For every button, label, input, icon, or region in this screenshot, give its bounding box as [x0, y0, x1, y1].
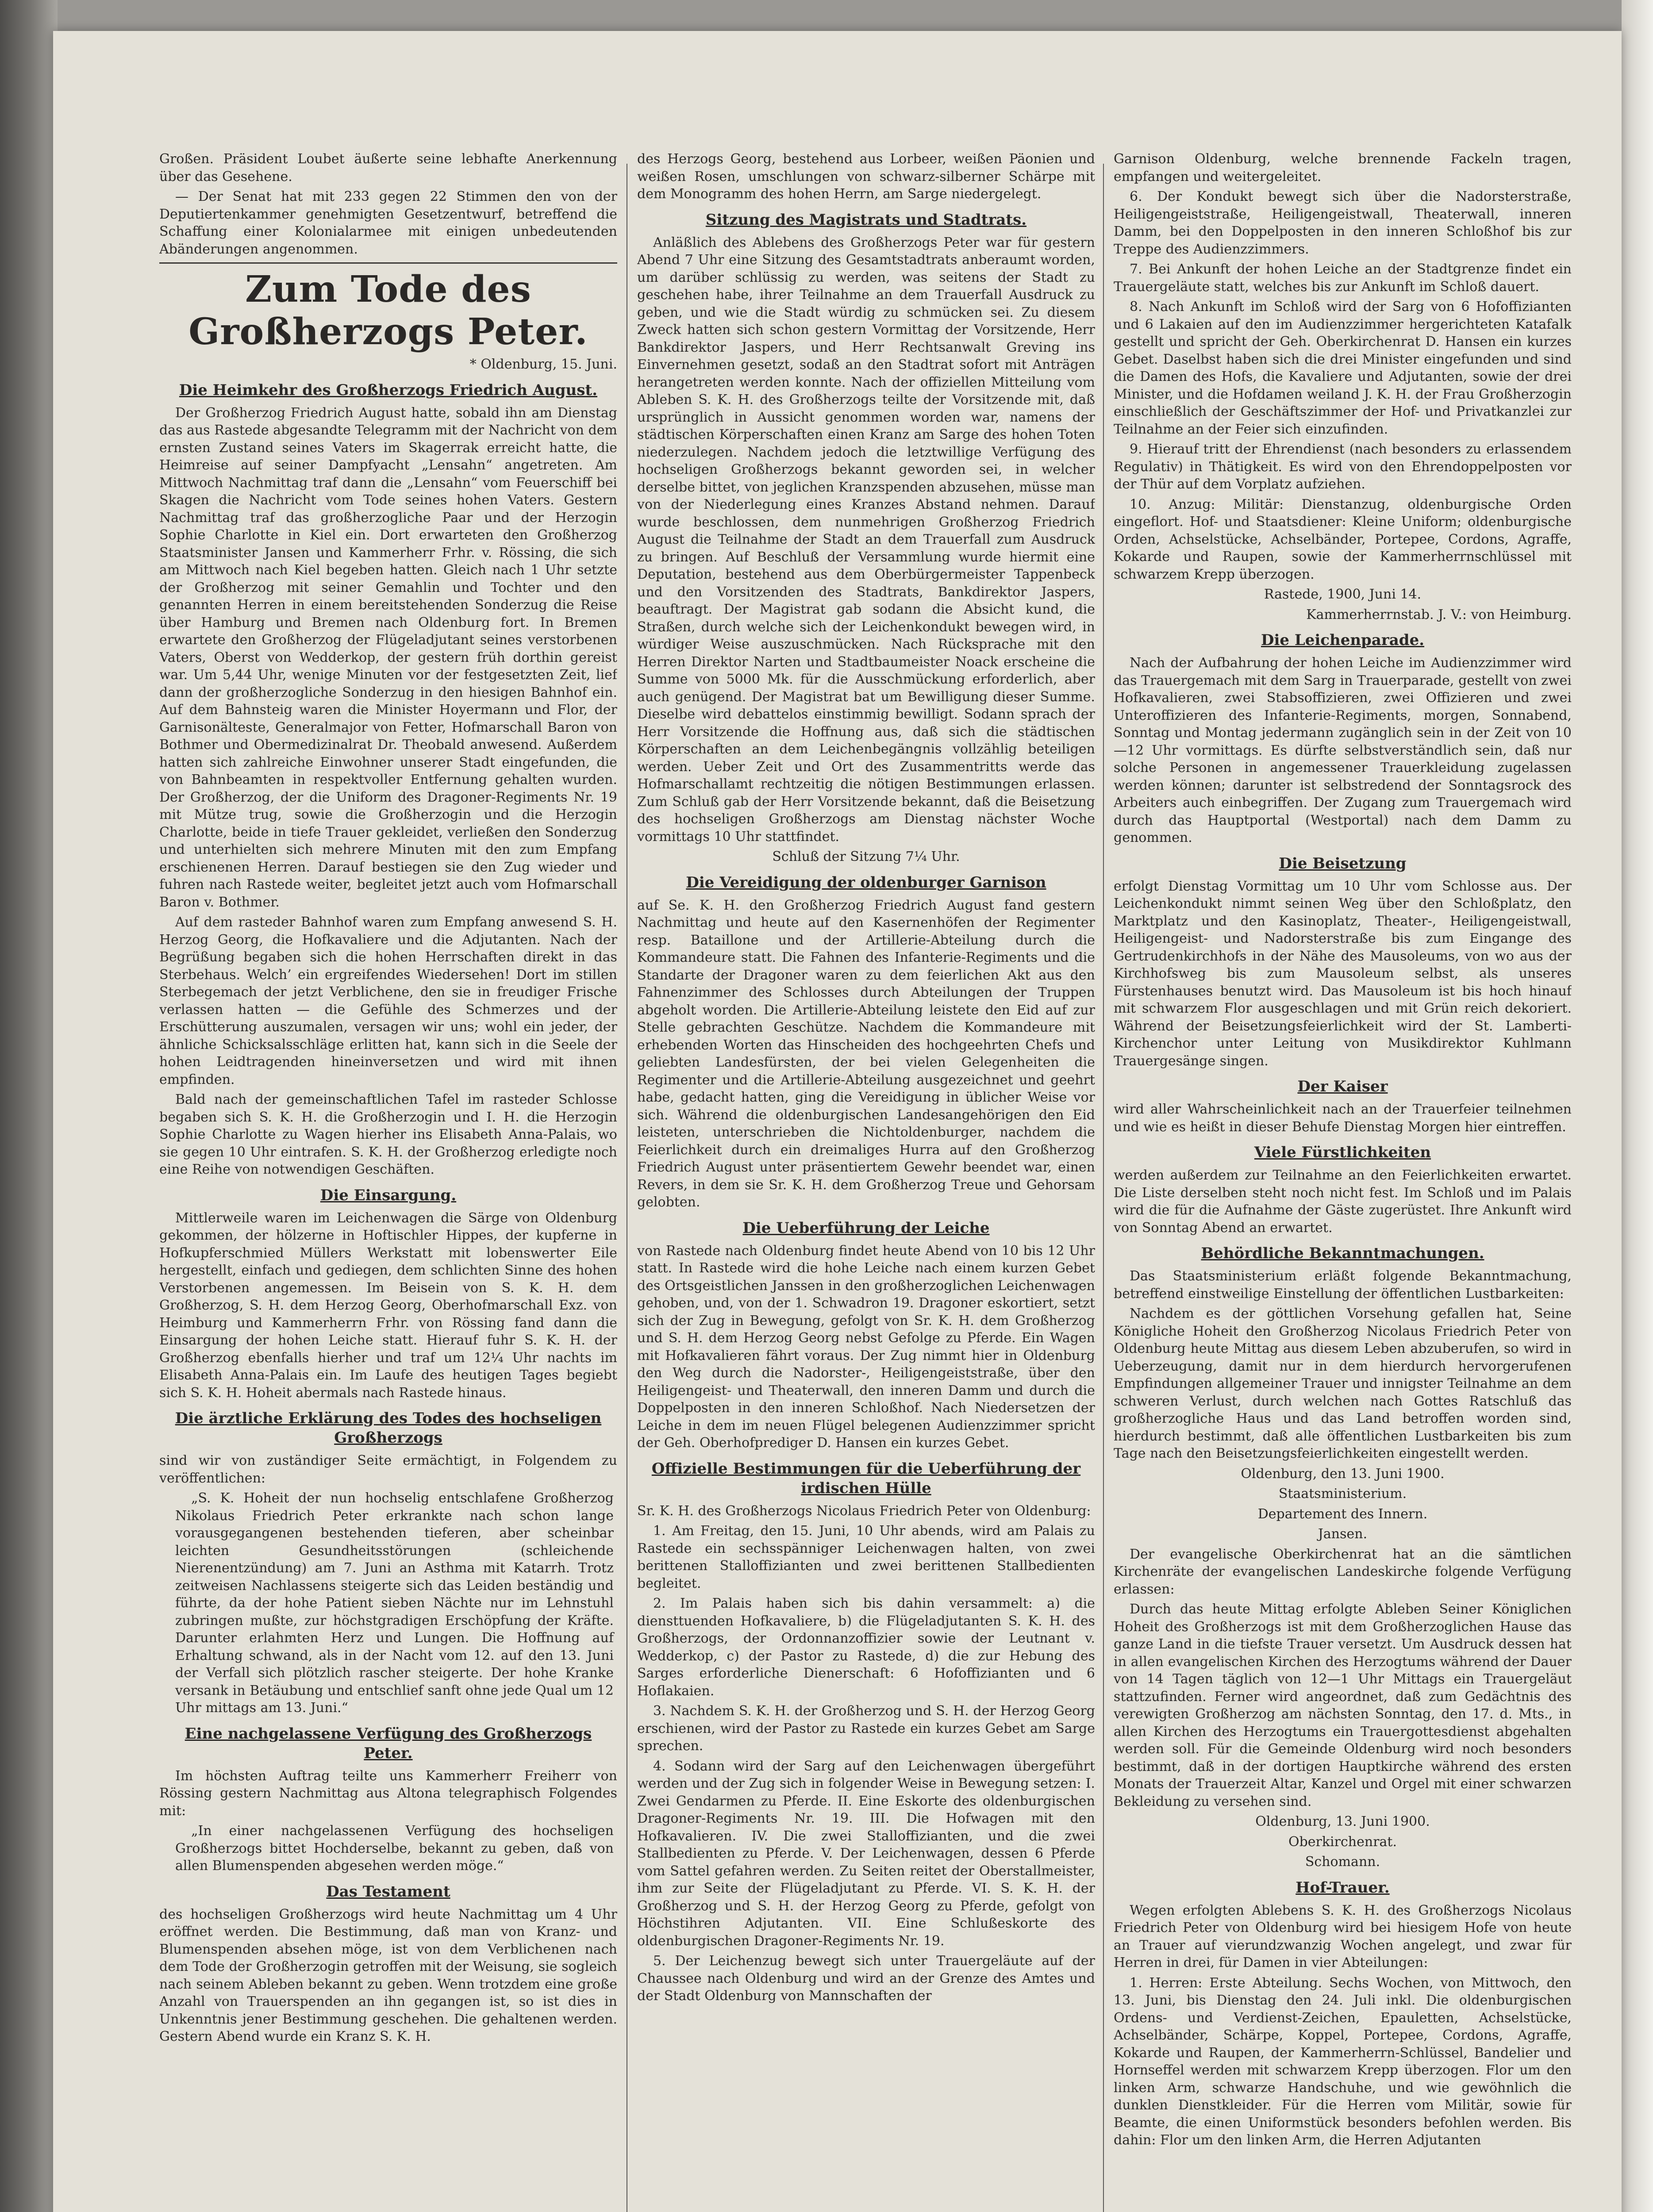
book-spine	[0, 0, 58, 2212]
body-paragraph: Nachdem es der göttlichen Vorsehung gefallen hat, Seine Königliche Hoheit den Großherzog Nicolaus Friedrich Peter von Oldenburg heute Mittag aus diesem Leben abzuberufen, so wird in Ueberzeugung, damit nur in dem hierdurch hervorgerufenen Empfindungen allgemeiner Trauer und innigster Teilnahme an dem schweren Verlust, durch welchen nach Gottes Ratschluß das großherzogliche Haus und das Land betroffen worden sind, hierdurch bestimmt, daß alle öffentlichen Lustbarkeiten bis zum Tage nach den Beisetzungsfeierlichkeiten eingestellt werden.	[1114, 1306, 1572, 1461]
body-paragraph: Sr. K. H. des Großherzogs Nicolaus Friedrich Peter von Oldenburg:	[637, 1503, 1091, 1519]
column-2	[637, 150, 1095, 2212]
signature-date: Oldenburg, 13. Juni 1900.	[1255, 1814, 1430, 1829]
section-heading: Die Heimkehr des Großherzogs Friedrich August.	[179, 381, 598, 399]
signature-line: Oberkirchenrat.	[1288, 1834, 1397, 1850]
signature-name: Kammerherrnstab. J. V.: von Heimburg.	[1306, 607, 1572, 622]
body-paragraph: des hochseligen Großherzogs wird heute Nachmittag um 4 Uhr eröffnet werden. Die Bestimmung, daß man von Kranz- und Blumenspenden absehen möge, ist von dem Verblichenen nach dem Tode der Großherzogin getroffen mit der Weisung, sie sogleich nach seinem Ableben bekannt zu geben. Wenn trotzdem eine große Anzahl von Trauerspenden an ihn gegangen ist, so ist dies in Unkenntnis jener Bestimmung geschehen. Die gehaltenen werden. Gestern Abend wurde ein Kranz S. K. H.	[159, 1906, 617, 2044]
signature-line: Departement des Innern.	[1257, 1506, 1428, 1522]
section-heading: Das Testament	[326, 1882, 450, 1901]
section-heading: Eine nachgelassene Verfügung des Großherzogs Peter.	[185, 1724, 592, 1762]
section-heading: Der Kaiser	[1297, 1078, 1388, 1095]
intro-paragraph: des Herzogs Georg, bestehend aus Lorbeer, weißen Päonien und weißen Rosen, umschlungen von schwarz-silberner Schärpe mit dem Monogramm des hohen Herrn, am Sarge niedergelegt.	[637, 151, 1095, 202]
page-edge	[1622, 0, 1653, 2212]
body-paragraph: Nach der Aufbahrung der hohen Leiche im Audienzzimmer wird das Trauergemach mit dem Sarg in Trauerparade, gestellt von zwei Hofkavalieren, zwei Stabsoffizieren, zwei Offizieren und zwei Unteroffizieren des Infanterie-Regiments, morgen, Sonnabend, Sonntag und Montag jedermann zugänglich sein in der Zeit von 10—12 Uhr vormittags. Es dürfte selbstverständlich sein, daß nur solche Personen in angemessener Trauerkleidung zugelassen werden können; darunter ist selbstredend der Sonntagsrock des Arbeiters auch einbegriffen. Der Zugang zum Trauergemach wird durch das Hauptportal (Westportal) nach dem Damm zu genommen.	[1114, 655, 1572, 845]
list-item: 2. Im Palais haben sich bis dahin versammelt: a) die diensttuenden Hofkavaliere, b) die Flügeladjutanten S. K. H. des Großherzogs, der Ordonnanzoffizier sowie der Leutnant v. Wedderkop, c) der Pastor zu Rastede, d) die zur Hebung des Sarges erforderliche Dienerschaft: 6 Hofoffizianten und 6 Hoflakaien.	[637, 1596, 1095, 1699]
body-paragraph: 1. Herren: Erste Abteilung. Sechs Wochen, von Mittwoch, den 13. Juni, bis Dienstag den 24. Juli inkl. Die oldenburgischen Ordens- und Verdienst-Zeichen, Epauletten, Achselstücke, Achselbänder, Schärpe, Koppel, Portepee, Cordons, Agraffe, Kokarde und Raupen, der Kammerherrn-Schlüssel, Bandelier und Hornseffel werden mit schwarzem Krepp überzogen. Flor um den linken Arm, schwarze Handschuhe, und wie gewöhnlich die dunklen Dienstkleider. Für die Herren vom Militär, sowie für Beamte, die einen Uniformstück besonders befohlen werden. Bis dahin: Flor um den linken Arm, die Herren Adjutanten	[1114, 1975, 1572, 2148]
section-heading: Behördliche Bekanntmachungen.	[1201, 1244, 1484, 1262]
intro-paragraph: Großen. Präsident Loubet äußerte seine lebhafte Anerkennung über das Gesehene.	[159, 151, 617, 184]
section-heading: Sitzung des Magistrats und Stadtrats.	[705, 211, 1027, 229]
body-paragraph: Mittlerweile waren im Leichenwagen die Särge von Oldenburg gekommen, der hölzerne in Hoftischler Hippes, der kupferne in Hofkupferschmied Müllers Werkstatt mit lobenswerter Eile hergestellt, einfach und gediegen, dem schlichten Sinne des hohen Verstorbenen angemessen. Im Beisein von S. K. H. dem Großherzog, S. H. dem Herzog Georg, Oberhofmarschall Exz. von Heimburg und Kammerherrn Frhr. von Rössing fand dann die Einsargung der hohen Leiche statt. Hierauf fuhr S. K. H. der Großherzog ebenfalls hierher und traf um 12¼ Uhr nachts im Elisabeth Anna-Palais ein. Im Laufe des heutigen Tages begiebt sich S. K. H. Hoheit abermals nach Rastede hinaus.	[159, 1210, 617, 1401]
body-paragraph: Wegen erfolgten Ablebens S. K. H. des Großherzogs Nicolaus Friedrich Peter von Oldenburg wird bei hiesigem Hofe von heute an Trauer auf vierundzwanzig Wochen angelegt, und zwar für Herren in drei, für Damen in vier Abteilungen:	[1114, 1902, 1572, 1970]
signature-line: Staatsministerium.	[1278, 1486, 1407, 1502]
section-heading: Die ärztliche Erklärung des Todes des hochseligen Großherzogs	[175, 1409, 602, 1447]
list-item: 5. Der Leichenzug bewegt sich unter Trauergeläute auf der Chaussee nach Oldenburg und wird an der Grenze des Amtes und der Stadt Oldenburg von Mannschaften der	[637, 1953, 1095, 2004]
body-paragraph: Der Großherzog Friedrich August hatte, sobald ihn am Dienstag das aus Rastede abgesandte Telegramm mit der Nachricht von dem ernsten Zustand seines Vaters im Skagerrak erreicht hatte, die Heimreise auf seiner Dampfyacht „Lensahn“ angetreten. Am Mittwoch Nachmittag traf dann die „Lensahn“ vom Feuerschiff bei Skagen die Nachricht vom Tode seines hohen Vaters. Gestern Nachmittag traf das großherzogliche Paar und der Herzogin Sophie Charlotte in Kiel ein. Dort erwarteten den Großherzog Staatsminister Jansen und Kammerherr Frhr. v. Rössing, die sich am Mittwoch nach Kiel begeben hatten. Gleich nach 1 Uhr setzte der Großherzog mit seiner Gemahlin und Tochter und den genannten Herren in einem bereitstehenden Sonderzug die Reise über Hamburg und Bremen nach Oldenburg fort. In Bremen erwartete den Großherzog der Flügeladjutant seines verstorbenen Vaters, Oberst von Wedderkop, der gestern früh dorthin gereist war. Um 5,44 Uhr, wenige Minuten vor der festgesetzten Zeit, lief dann der großherzogliche Sonderzug in den hiesigen Bahnhof ein. Auf dem Bahnsteig waren die Minister Hoyermann und Flor, der Garnisonälteste, Generalmajor von Fetter, Hofmarschall Baron von Bothmer und Obermedizinalrat Dr. Theobald anwesend. Außerdem hatten sich zahlreiche Einwohner unserer Stadt eingefunden, die von Bahnbeamten in respektvoller Entfernung gehalten wurden. Der Großherzog, der die Uniform des Dragoner-Regiments Nr. 19 mit Mütze trug, sowie die Großherzogin und die Herzogin Charlotte, beide in tiefe Trauer gekleidet, verließen den Sonderzug und unterhielten sich mehrere Minuten mit den zum Empfang erschienenen Herren. Darauf bestiegen sie den Zug wieder und fuhren nach Rastede weiter, begleitet jetzt auch vom Hofmarschall Baron v. Bothmer.	[159, 405, 617, 910]
body-paragraph: auf Se. K. H. den Großherzog Friedrich August fand gestern Nachmittag und heute auf den Kasernenhöfen der Regimenter resp. Bataillone und der Artillerie-Abteilung durch die Kommandeure statt. Die Fahnen des Infanterie-Regiments und die Standarte der Dragoner waren zu dem feierlichen Akt aus den Fahnenzimmer des Schlosses durch Abteilungen der Truppen abgeholt worden. Die Artillerie-Abteilung leistete den Eid auf zur Stelle gebrachten Geschütze. Nachdem die Kommandeure mit erhebenden Worten das Hinscheiden des hochgeehrten Chefs und geliebten Landesfürsten, der bei vielen Gelegenheiten die Regimenter und die Artillerie-Abteilung ausgezeichnet und geehrt habe, gedacht hatten, ging die Vereidigung in üblicher Weise vor sich. Während die oldenburgischen Landesangehörigen den Eid leisteten, unterschrieben die Nichtoldenburger, nachdem die Feierlichkeit durch ein dreimaliges Hurra auf den Großherzog Friedrich August unter präsentiertem Gewehr beendet war, einen Revers, in dem sie Sr. K. H. dem Großherzog Treue und Gehorsam gelobten.	[637, 897, 1095, 1210]
list-item: 1. Am Freitag, den 15. Juni, 10 Uhr abends, wird am Palais zu Rastede ein sechsspänniger Leichenwagen halten, von zwei berittenen Stalloffizianten und zwei berittenen Stallbedienten begleitet.	[637, 1523, 1095, 1591]
signature-date: Oldenburg, den 13. Juni 1900.	[1241, 1466, 1445, 1482]
section-heading: Die Vereidigung der oldenburger Garnison	[686, 873, 1046, 891]
section-heading: Die Ueberführung der Leiche	[742, 1219, 990, 1237]
section-heading: Die Einsargung.	[320, 1186, 457, 1204]
section-heading: Die Leichenparade.	[1261, 631, 1425, 649]
column-3	[1114, 150, 1572, 2212]
signature-line: Schomann.	[1305, 1854, 1380, 1870]
intro-paragraph: Garnison Oldenburg, welche brennende Fackeln tragen, empfangen und weitergeleitet.	[1114, 151, 1572, 184]
section-heading: Viele Fürstlichkeiten	[1254, 1144, 1431, 1161]
body-paragraph: sind wir von zuständiger Seite ermächtigt, in Folgendem zu veröffentlichen:	[159, 1453, 617, 1486]
section-heading: Die Beisetzung	[1279, 854, 1407, 872]
article-title: Zum Tode des Großherzogs Peter.	[188, 268, 588, 353]
body-paragraph: Im höchsten Auftrag teilte uns Kammerherr Freiherr von Rössing gestern Nachmittag aus Altona telegraphisch Folgendes mit:	[159, 1768, 617, 1819]
body-paragraph: Auf dem rasteder Bahnhof waren zum Empfang anwesend S. H. Herzog Georg, die Hofkavaliere und die Adjutanten. Nach der Begrüßung begaben sich die hohen Herrschaften direkt in das Sterbehaus. Welch’ ein ergreifendes Wiedersehen! Dort im stillen Sterbegemach der jetzt Verblichene, den sie in freudiger Frische verlassen hatten — die Gefühle des Schmerzes und der Erschütterung auszumalen, versagen wir uns; wohl ein jeder, der ähnliche Schicksalsschläge erlitten hat, kann sich in die Seele der hohen Leidtragenden hineinversetzen und wird mit ihnen empfinden.	[159, 914, 617, 1087]
body-paragraph: Das Staatsministerium erläßt folgende Bekanntmachung, betreffend einstweilige Einstellung der öffentlichen Lustbarkeiten:	[1114, 1268, 1572, 1302]
body-paragraph: erfolgt Dienstag Vormittag um 10 Uhr vom Schlosse aus. Der Leichenkondukt nimmt seinen Weg über den Schloßplatz, den Marktplatz und den Kasinoplatz, Theater-, Heiligengeistwall, Heiligengeist- und Nadorsterstraße bis zum Eingange des Gertrudenkirchhofs in der Nähe des Mausoleums, von wo aus der Kirchhofsweg bis zum Mausoleum selbst, als unseres Fürstenhauses benutzt wird. Das Mausoleum ist bis hoch hinauf mit schwarzem Flor ausgeschlagen und mit Grün reich dekoriert. Während der Beisetzungsfeierlichkeit wird der St. Lamberti-Kirchenchor unter Leitung von Musikdirektor Kuhlmann Trauergesänge singen.	[1114, 878, 1572, 1069]
list-item: 4. Sodann wird der Sarg auf den Leichenwagen übergeführt werden und der Zug sich in folgender Weise in Bewegung setzen: I. Zwei Gendarmen zu Pferde. II. Eine Eskorte des oldenburgischen Dragoner-Regiments Nr. 19. III. Die Hofwagen mit den Hofkavalieren. IV. Die zwei Stalloffizianten, und die zwei Stallbedienten zu Pferde. V. Der Leichenwagen, dessen 6 Pferde vom Sattel gefahren werden. Zu Seiten reitet der Oberstallmeister, ihm zur Seite der Flügeladjutant zu Pferde. VI. S. K. H. der Großherzog und S. H. der Herzog Georg zu Pferde, gefolgt von Höchstihren Adjutanten. VII. Eine Schlußeskorte des oldenburgischen Dragoner-Regiments Nr. 19.	[637, 1758, 1095, 1949]
quote-paragraph: „S. K. Hoheit der nun hochselig entschlafene Großherzog Nikolaus Friedrich Peter erkrankte nach schon lange vorausgegangenen bestehenden tieferen, aber scheinbar leichten Gesundheitsstörungen (schleichende Nierenentzündung) am 7. Juni an Asthma mit Katarrh. Trotz zeitweisen Nachlassens steigerte sich das Leiden beständig und führte, da der hohe Patient sieben Nächte nur im Lehnstuhl zubringen mußte, zur höchstgradigen Erschöpfung der Kräfte. Darunter erlahmten Herz und Lungen. Die Hoffnung auf Erhaltung schwand, als in der Nacht vom 12. auf den 13. Juni der Verfall sich plötzlich rascher steigerte. Der hohe Kranke versank in Betäubung und entschlief sanft ohne jede Qual um 12 Uhr mittags am 13. Juni.“	[175, 1490, 614, 1716]
column-divider	[1103, 164, 1104, 2212]
list-item: 9. Hierauf tritt der Ehrendienst (nach besonders zu erlassendem Regulativ) in Thätigkeit. Es wird von den Ehrendoppelposten vor der Thür auf dem Vorplatz aufziehen.	[1114, 442, 1572, 492]
newspaper-page	[53, 31, 1622, 2212]
body-paragraph: Durch das heute Mittag erfolgte Ableben Seiner Königlichen Hoheit des Großherzogs ist mit dem Großherzoglichen Hause das ganze Land in die tiefste Trauer versetzt. Um Ausdruck dessen hat in allen evangelischen Kirchen des Herzogtums während der Dauer von 14 Tagen täglich von 12—1 Uhr Mittags ein Trauergeläut stattzufinden. Ferner wird angeordnet, daß zum Gedächtnis des verewigten Großherzog am nächsten Sonntag, den 17. d. Mts., in allen Kirchen des Herzogtums ein Trauergottesdienst abgehalten werden soll. Für die Gemeinde Oldenburg wird noch besonders bestimmt, daß in der dortigen Hauptkirche während des ersten Monats der Trauerzeit Altar, Kanzel und Orgel mit einer schwarzen Bekleidung zu versehen sind.	[1114, 1601, 1572, 1809]
signature-line: Jansen.	[1318, 1526, 1368, 1542]
list-item: 8. Nach Ankunft im Schloß wird der Sarg von 6 Hofoffizianten und 6 Lakaien auf den im Audienzzimmer hergerichteten Katafalk gestellt und spricht der Geh. Oberkirchenrat D. Hansen ein kurzes Gebet. Daselbst haben sich die drei Minister eingefunden und sind die Damen des Hofs, die Kavaliere und Adjutanten, sowie der drei Minister, und die Hofdamen weiland J. K. H. der Frau Großherzogin einschließlich der Geschäftszimmer der Hof- und Privatkanzlei zur Teilnahme an der Feier sich einzufinden.	[1114, 299, 1572, 437]
quote-paragraph: „In einer nachgelassenen Verfügung des hochseligen Großherzogs bittet Hochderselbe, bekannt zu geben, daß von allen Blumenspenden abgesehen werden möge.“	[175, 1823, 614, 1874]
list-item: 10. Anzug: Militär: Dienstanzug, oldenburgische Orden eingeflort. Hof- und Staatsdiener: Kleine Uniform; oldenburgische Orden, Achselstücke, Achselbänder, Portepee, Cordons, Agraffe, Kokarde und Raupen, sowie der Kammerherrnschlüssel mit schwarzem Krepp überzogen.	[1114, 496, 1572, 582]
body-paragraph: werden außerdem zur Teilnahme an den Feierlichkeiten erwartet. Die Liste derselben steht noch nicht fest. Im Schloß und im Palais wird die für die Aufnahme der Gäste zugerüstet. Ihre Ankunft wird von Sonntag Abend an erwartet.	[1114, 1167, 1572, 1236]
section-rule	[159, 262, 617, 264]
column-1	[159, 150, 617, 2212]
list-item: 3. Nachdem S. K. H. der Großherzog und S. H. der Herzog Georg erschienen, wird der Pastor zu Rastede ein kurzes Gebet am Sarge sprechen.	[637, 1703, 1095, 1754]
list-item: 7. Bei Ankunft der hohen Leiche an der Stadtgrenze findet ein Trauergeläute statt, welches bis zur Ankunft im Schloß dauert.	[1114, 261, 1572, 295]
intro-paragraph: — Der Senat hat mit 233 gegen 22 Stimmen den von der Deputiertenkammer genehmigten Gesetzentwurf, betreffend die Schaffung einer Kolonialarmee mit einigen unbedeutenden Abänderungen angenommen.	[159, 189, 617, 257]
section-heading: Hof-Trauer.	[1295, 1878, 1390, 1897]
body-paragraph: Bald nach der gemeinschaftlichen Tafel im rasteder Schlosse begaben sich S. K. H. die Großherzogin und I. H. die Herzogin Sophie Charlotte zu Wagen hierher ins Elisabeth Anna-Palais, wo sie gegen 10 Uhr eintrafen. S. K. H. der Großherzog erledigte noch eine Reihe von notwendigen Geschäften.	[159, 1092, 617, 1177]
dateline: * Oldenburg, 15. Juni.	[469, 357, 617, 372]
body-paragraph: Anläßlich des Ablebens des Großherzogs Peter war für gestern Abend 7 Uhr eine Sitzung des Gesamtstadtrats anberaumt worden, um darüber schlüssig zu werden, was seitens der Stadt zu geschehen habe, ihrer Teilnahme an dem Trauerfall Ausdruck zu geben, und wie die Stadt würdig zu schmücken sei. Zu diesem Zweck hatten sich schon gestern Vormittag der Vorsitzende, Herr Bankdirektor Jaspers, und Herr Rechtsanwalt Greving ins Einvernehmen gesetzt, sodaß an den Stadtrat sofort mit Anträgen herangetreten werden konnte. Nach der offiziellen Mitteilung vom Ableben S. K. H. des Großherzogs teilte der Vorsitzende mit, daß ursprünglich in Aussicht genommen worden war, namens der städtischen Körperschaften einen Kranz am Sarge des hohen Toten niederzulegen. Nachdem jedoch die letztwillige Verfügung des hochseligen Großherzogs bekannt geworden sei, in welcher derselbe bittet, von jeglichen Kranzspenden abzusehen, müsse man von der Niederlegung eines Kranzes Abstand nehmen. Darauf wurde beschlossen, dem nunmehrigen Großherzog Friedrich August die Teilnahme der Stadt an dem Trauerfall zum Ausdruck zu bringen. Auf Beschluß der Versammlung wurde hiermit eine Deputation, bestehend aus dem Oberbürgermeister Tappenbeck und den Vorsitzenden des Stadtrats, Bankdirektor Jaspers, beauftragt. Der Magistrat gab sodann die Absicht kund, die Straßen, durch welche sich der Leichenkondukt bewegen wird, in würdiger Weise auszuschmücken. Nach Rücksprache mit den Herren Direktor Narten und Stadtbaumeister Noack erscheine die Summe von 5000 Mk. für die Ausschmückung erforderlich, aber auch genügend. Der Magistrat bat um Bewilligung dieser Summe. Dieselbe wird debattelos einstimmig bewilligt. Sodann sprach der Herr Vorsitzende die Hoffnung aus, daß sich die städtischen Körperschaften an dem Leichenbegängnis vollzählig beteiligen werden. Ueber Zeit und Ort des Zusammentritts werde das Hofmarschallamt rechtzeitig die nötigen Bestimmungen erlassen. Zum Schluß gab der Herr Vorsitzende bekannt, daß die Beisetzung des hochseligen Großherzogs am Dienstag nächster Woche vormittags 10 Uhr stattfindet.	[637, 234, 1095, 845]
body-paragraph: von Rastede nach Oldenburg findet heute Abend von 10 bis 12 Uhr statt. In Rastede wird die hohe Leiche nach einem kurzen Gebet des Ortsgeistlichen Janssen in den großherzoglichen Leichenwagen gehoben, und, von der 1. Schwadron 19. Dragoner eskortiert, setzt sich der Zug in Bewegung, gefolgt von Sr. K. H. dem Großherzog und S. H. dem Herzog Georg nebst Gefolge zu Pferde. Ein Wagen mit Hofkavalieren fährt voraus. Der Zug nimmt hier in Oldenburg den Weg durch die Nadorster-, Heiligengeiststraße, über den Heiligengeist- und Theaterwall, den inneren Damm und durch die Doppelposten in den inneren Schloßhof. Nach Niedersetzen der Leiche in dem im neuen Flügel belegenen Audienzzimmer spricht der Geh. Oberhofprediger D. Hansen ein kurzes Gebet.	[637, 1243, 1095, 1451]
signature-date: Rastede, 1900, Juni 14.	[1264, 587, 1422, 602]
closing-line: Schluß der Sitzung 7¼ Uhr.	[772, 849, 960, 864]
section-heading: Offizielle Bestimmungen für die Ueberführung der irdischen Hülle	[651, 1459, 1081, 1497]
body-paragraph: Der evangelische Oberkirchenrat hat an die sämtlichen Kirchenräte der evangelischen Landeskirche folgende Verfügung erlassen:	[1114, 1546, 1572, 1597]
list-item: 6. Der Kondukt bewegt sich über die Nadorsterstraße, Heiligengeiststraße, Heiligengeistwall, Theaterwall, inneren Damm, bei den Doppelposten in den inneren Schloßhof bis zur Treppe des Audienzzimmers.	[1114, 189, 1572, 257]
body-paragraph: wird aller Wahrscheinlichkeit nach an der Trauerfeier teilnehmen und wie es heißt in dieser Behufe Dienstag Morgen hier eintreffen.	[1114, 1102, 1572, 1135]
